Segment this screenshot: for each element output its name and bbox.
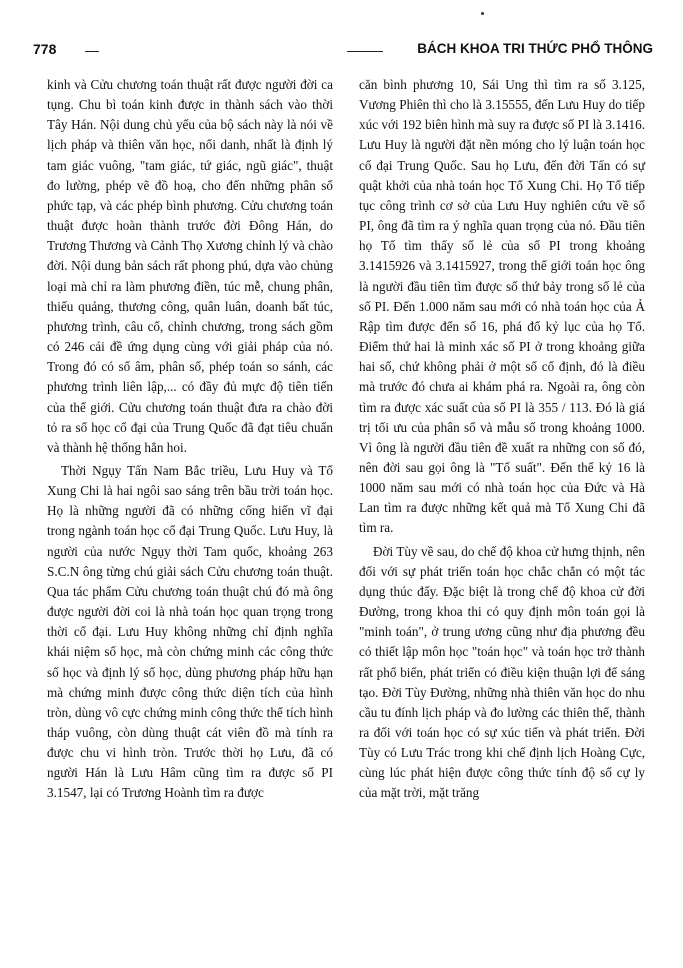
running-title: BÁCH KHOA TRI THỨC PHỔ THÔNG: [417, 41, 653, 56]
right-paragraph-2: Đời Tùy về sau, do chế độ khoa cử hưng thịnh, nên đối với sự phát triển toán học chắc chắn có một tác dụng thúc đẩy. Đặc biệt là trong chế độ khoa cử đời Đường, trong khoa thi có quy định môn toán gọi là "minh toán", ở trung ương cũng như địa phương đều có thiết lập môn học "toán học" và toán học trở thành rất phổ biến, phát triển có điều kiện thuận lợi để sáng tạo. Đời Tùy Đường, những nhà thiên văn học do nhu cầu tu đính lịch pháp và đo lường các thiên thể, thành ra đối với toán học có sự xúc tiến và phát triển. Đời Tùy có Lưu Trác trong khi chế định lịch Hoàng Cực, cùng lúc phát hiện được công thức tính độ số cự ly của mặt trời, mặt trăng: [359, 543, 645, 801]
right-column: [359, 75, 645, 804]
left-paragraph-1: kinh và Cửu chương toán thuật rất được người đời ca tụng. Chu bì toán kinh được in thành sách vào thời Tây Hán. Nội dung chủ yếu của bộ sách này là nói về lịch pháp và thiên văn học, nổi danh, nhất là định lý tam giác vuông, "tam giác, tứ giác, ngũ giác", thuật đo lường, phép vẽ đồ hoạ, cho đến những phân số phức tạp, và các phép bình phương. Cửu chương toán thuật được hoàn thành trước đời Đông Hán, do Trương Thương và Cảnh Thọ Xương chỉnh lý và chào đời. Nội dung bản sách rất phong phú, dựa vào chủng loại mà chỉ ra làm phương điền, túc mễ, chung phân, thiếu quảng, thương công, quân luân, doanh bất túc, phương trình, câu cổ, chỉnh chương, trong sách gồm có 246 cái đề ứng dụng cùng với giải pháp của nó. Trong đó có số âm, phân số, phép toán so sánh, các phương trình liên lập,... có đầy đủ mực độ tiên tiến của thế giới. Cửu chương toán thuật đưa ra chào đời tỏ ra số học cổ đại của Trung Quốc đã đạt tiêu chuẩn và thành hệ thống hẳn hoi.: [47, 77, 333, 455]
print-speck: [481, 12, 484, 15]
header-rule-left: [85, 51, 99, 52]
page-header: [33, 38, 653, 60]
left-paragraph-2: Thời Ngụy Tấn Nam Bắc triều, Lưu Huy và Tổ Xung Chi là hai ngôi sao sáng trên bầu trời toán học. Họ là những người đã có những cống hiến vĩ đại trong ngành toán học cổ đại Trung Quốc. Lưu Huy, là người của nước Ngụy thời Tam quốc, khoảng 263 S.C.N ông từng chú giải sách Cửu chương toán thuật. Qua tác phẩm Cửu chương toán thuật chú đó mà ông được người đời coi là nhà toán học quan trọng trong thời cổ đại. Lưu Huy không những chỉ định nghĩa khái niệm số học, mà còn chứng minh các công thức số học và định lý số học, dùng phương pháp hữu hạn mà chứng minh được công thức diện tích của hình tròn, dùng vô cực chứng minh công thức thể tích hình tháp vuông, còn dùng thuật cát viên đồ mà tính ra được chu vi hình tròn. Trước thời họ Lưu, đã có người Hán là Lưu Hâm cũng tìm ra được số PI 3.1547, lại có Trương Hoành tìm ra được: [47, 462, 333, 801]
header-rule-right: [347, 51, 383, 52]
right-paragraph-1: căn bình phương 10, Sái Ung thì tìm ra số 3.125, Vương Phiên thì cho là 3.15555, đến Lưu Huy do tiếp xúc với 192 biên hình mà suy ra được số PI là 3.1416. Lưu Huy là người đặt nền móng cho lý luận toán học cổ đại Trung Quốc. Sau họ Lưu, đến đời Tấn có sự quật khởi của nhà toán học Tổ Xung Chi. Họ Tổ tiếp tục công trình cơ sở của Lưu Huy nghiên cứu về số PI, ông đã tìm ra ý nghĩa quan trọng của nó. Đầu tiên họ Tổ tìm thấy số lẻ của số PI trong khoảng 3.1415926 và 3.1415927, trong thế giới toán học ông là người đầu tiên tìm được số thứ bảy trong số lẻ của số PI. Đến 1.000 năm sau mới có nhà toán học của Ả Rập tìm được đến số 16, phá đổ kỷ lục của họ Tổ. Điểm thứ hai là minh xác số PI ở trong khoảng giữa hai số, chứ không phải ở một số cố định, đó là điều mà trước đó chưa ai khám phá ra. Ngoài ra, ông còn tìm ra được xác suất của số PI là 355 / 113. Đó là giá trị tối ưu của phân số và mẫu số trong khoảng 1000. Vì ông là người đầu tiên đề xuất ra những con số đó, nên đời sau gọi ông là "Tổ suất". Đến thế kỷ 16 là 1000 năm sau mới có nhà toán học của Đức và Hà Lan tìm ra được những kết quả mà Tổ Xung Chi đã tìm ra.: [359, 77, 645, 536]
left-column: [47, 75, 333, 804]
page-number: 778: [33, 41, 57, 57]
